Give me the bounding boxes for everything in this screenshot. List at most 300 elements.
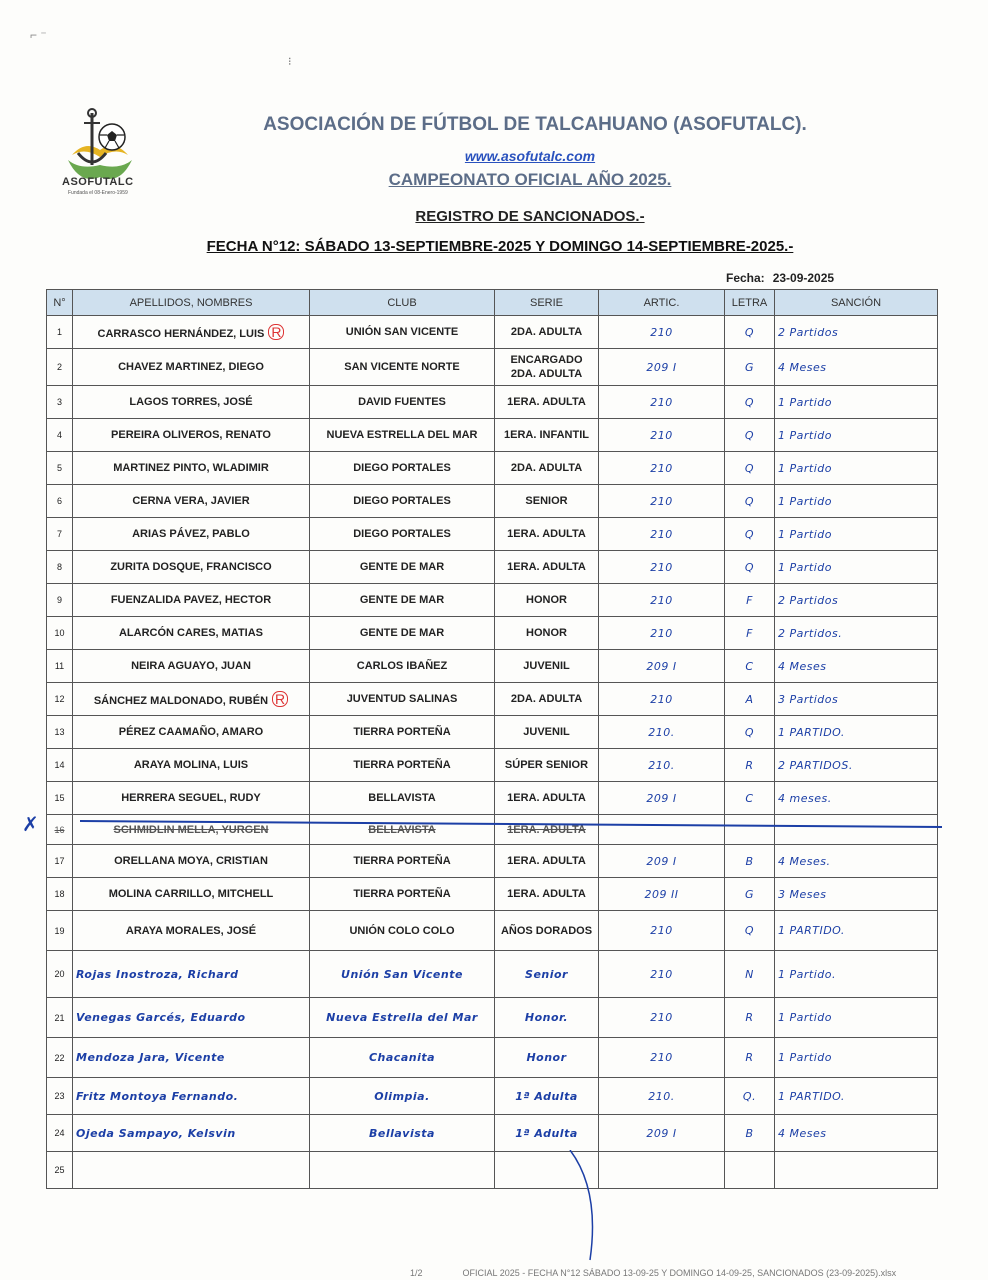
- player-name-text: PÉREZ CAAMAÑO, AMARO: [118, 726, 264, 738]
- header-name: APELLIDOS, NOMBRES: [73, 290, 310, 316]
- artic-value: [599, 683, 725, 716]
- serie-value: [495, 316, 599, 349]
- logo-text: ASOFUTALC: [62, 176, 134, 188]
- artic-value: [599, 845, 725, 878]
- player-name: [73, 951, 310, 998]
- row-number: [47, 551, 73, 584]
- table-row: [47, 845, 938, 878]
- artic-value: [599, 878, 725, 911]
- fecha-label: Fecha:: [726, 271, 765, 285]
- sancion-value-text: 1 Partido: [778, 428, 832, 442]
- letra-value-text: R: [745, 758, 754, 772]
- artic-value: [599, 1078, 725, 1115]
- artic-value-text: 209 II: [644, 887, 679, 901]
- row-number-text: 10: [54, 628, 65, 638]
- serie-value: [495, 911, 599, 951]
- player-name-text: ARIAS PÁVEZ, PABLO: [132, 528, 250, 540]
- table-row: [47, 452, 938, 485]
- player-name-text: ZURITA DOSQUE, FRANCISCO: [110, 561, 272, 573]
- sancion-value: [775, 485, 938, 518]
- letra-value: [725, 1078, 775, 1115]
- serie-value-text: JUVENIL: [523, 726, 570, 738]
- player-name: [73, 485, 310, 518]
- table-row: [47, 1152, 938, 1189]
- letra-value-text: A: [745, 692, 754, 706]
- row-number: [47, 316, 73, 349]
- serie-value: [495, 845, 599, 878]
- serie-value: [495, 782, 599, 815]
- artic-value: [599, 551, 725, 584]
- player-name-text: CHAVEZ MARTINEZ, DIEGO: [118, 361, 264, 373]
- letra-value-text: G: [744, 360, 755, 374]
- row-number-text: 23: [54, 1091, 65, 1101]
- letra-value-text: F: [746, 626, 753, 640]
- artic-value: [599, 386, 725, 419]
- player-name-text: CARRASCO HERNÁNDEZ, LUIS: [97, 328, 265, 340]
- page-number: 1/2: [410, 1268, 423, 1278]
- scan-artifact-dot: ⁝: [288, 56, 292, 68]
- serie-value: [495, 349, 599, 386]
- club-name-text: BELLAVISTA: [368, 823, 436, 836]
- player-name-text: HERRERA SEGUEL, RUDY: [121, 792, 261, 804]
- club-name-text: GENTE DE MAR: [359, 594, 445, 606]
- club-name-text: Bellavista: [369, 1126, 435, 1140]
- club-name-text: Chacanita: [368, 1051, 436, 1064]
- artic-value-text: 209 I: [646, 1126, 677, 1140]
- row-number: [47, 998, 73, 1038]
- letra-value-text: N: [745, 967, 754, 981]
- row-number-text: 2: [56, 362, 62, 372]
- sancion-value: [775, 1078, 938, 1115]
- player-name: [73, 911, 310, 951]
- row-number: [47, 452, 73, 485]
- club-name: [310, 386, 495, 419]
- artic-value-text: 210: [650, 395, 673, 409]
- table-row: [47, 1078, 938, 1115]
- reincidente-mark: R: [272, 691, 288, 707]
- artic-value: [599, 518, 725, 551]
- letra-value-text: C: [745, 659, 754, 673]
- subtitle: CAMPEONATO OFICIAL AÑO 2025.: [388, 170, 672, 189]
- row-number: [47, 1115, 73, 1152]
- letra-value-text: Q: [744, 325, 755, 339]
- letra-value: [725, 518, 775, 551]
- artic-value-text: 210: [650, 1011, 673, 1024]
- letra-value: [725, 782, 775, 815]
- table-header-row: [47, 290, 938, 316]
- player-name: [73, 998, 310, 1038]
- player-name-text: ARAYA MORALES, JOSÉ: [125, 924, 257, 937]
- row-number: [47, 584, 73, 617]
- player-name: [73, 878, 310, 911]
- pen-stroke: [560, 1150, 620, 1270]
- row-number: [47, 349, 73, 386]
- letra-value: [725, 951, 775, 998]
- row-number: [47, 650, 73, 683]
- row-number-text: 16: [54, 824, 65, 835]
- table-row: [47, 815, 938, 845]
- row-number-text: 20: [54, 969, 65, 979]
- sancion-value: [775, 452, 938, 485]
- table-body: [47, 316, 938, 1189]
- header-club: CLUB: [310, 290, 495, 316]
- table-row: [47, 349, 938, 386]
- website-link[interactable]: www.asofutalc.com: [464, 148, 596, 164]
- page-title: ASOCIACIÓN DE FÚTBOL DE TALCAHUANO (ASOFUTALC).: [263, 114, 807, 135]
- club-name: [310, 845, 495, 878]
- letra-value: [725, 419, 775, 452]
- letra-value: [725, 998, 775, 1038]
- sancion-value-text: 1 Partido: [778, 395, 832, 409]
- letra-value-text: F: [746, 593, 753, 607]
- sancion-value: [775, 650, 938, 683]
- row-number: [47, 716, 73, 749]
- club-name: [310, 316, 495, 349]
- artic-value: [599, 584, 725, 617]
- row-number: [47, 485, 73, 518]
- sancion-value-text: 3 Partidos: [778, 692, 839, 706]
- row-number-text: 7: [56, 529, 62, 539]
- club-name-text: GENTE DE MAR: [359, 627, 445, 639]
- club-name: [310, 998, 495, 1038]
- player-name: [73, 386, 310, 419]
- letra-value-text: C: [745, 791, 754, 805]
- club-name-text: BELLAVISTA: [368, 792, 436, 804]
- artic-value: [599, 485, 725, 518]
- artic-value: [599, 782, 725, 815]
- sancion-value-text: 4 Meses: [778, 659, 827, 673]
- table-row: [47, 1115, 938, 1152]
- sancion-value: [775, 911, 938, 951]
- serie-value-text: SÚPER SENIOR: [504, 759, 589, 771]
- serie-value: [495, 998, 599, 1038]
- serie-value: [495, 716, 599, 749]
- row-number-text: 6: [56, 496, 62, 506]
- artic-value: [599, 316, 725, 349]
- row-number: [47, 878, 73, 911]
- sancion-value-text: 2 Partidos: [778, 325, 839, 339]
- sancion-value-text: 1 Partido: [778, 560, 832, 574]
- sancion-value-text: 4 Meses.: [778, 854, 831, 868]
- table-row: [47, 584, 938, 617]
- fecha-date: [726, 271, 834, 285]
- sancion-value: [775, 349, 938, 386]
- scan-artifact: ⌐ ⁻: [30, 28, 47, 42]
- serie-value: [495, 951, 599, 998]
- letra-value: [725, 815, 775, 845]
- artic-value-text: 209 I: [646, 659, 677, 673]
- artic-value-text: 209 I: [646, 360, 677, 374]
- player-name: [73, 1152, 310, 1189]
- sancion-value-text: 3 Meses: [778, 887, 827, 901]
- row-number-text: 8: [56, 562, 62, 572]
- file-name: OFICIAL 2025 - FECHA N°12 SÁBADO 13-09-25 Y DOMINGO 14-09-25, SANCIONADOS (23-09-2025).xlsx: [462, 1268, 897, 1278]
- serie-value: [495, 485, 599, 518]
- player-name-text: NEIRA AGUAYO, JUAN: [131, 660, 251, 672]
- club-name: [310, 518, 495, 551]
- letra-value-text: Q: [744, 527, 755, 541]
- sancion-value: [775, 386, 938, 419]
- artic-value: [599, 349, 725, 386]
- letra-value: [725, 349, 775, 386]
- row-number-text: 25: [54, 1165, 65, 1175]
- serie-value-text: 1ERA. ADULTA: [507, 855, 586, 867]
- player-name-text: ARAYA MOLINA, LUIS: [133, 759, 249, 771]
- player-name: [73, 1115, 310, 1152]
- artic-value-text: 210: [650, 428, 673, 442]
- player-name: [73, 1038, 310, 1078]
- club-name-text: Nueva Estrella del Mar: [326, 1011, 478, 1024]
- club-name: [310, 1115, 495, 1152]
- row-number-text: 17: [54, 856, 65, 866]
- club-name: [310, 452, 495, 485]
- serie-value-text: JUVENIL: [523, 660, 570, 672]
- artic-value-text: 210: [650, 593, 673, 607]
- letra-value-text: Q: [744, 428, 755, 442]
- club-name-text: DIEGO PORTALES: [353, 462, 451, 474]
- serie-value-text: Senior: [525, 967, 568, 981]
- player-name-text: FUENZALIDA PAVEZ, HECTOR: [110, 594, 272, 606]
- club-name-text: SAN VICENTE NORTE: [344, 361, 460, 373]
- artic-value-text: 210: [650, 924, 673, 937]
- serie-value: [495, 1115, 599, 1152]
- club-name-text: NUEVA ESTRELLA DEL MAR: [326, 429, 478, 441]
- row-number: [47, 1078, 73, 1115]
- serie-value: [495, 551, 599, 584]
- artic-value-text: 210: [650, 967, 673, 981]
- serie-value: [495, 584, 599, 617]
- letra-value: [725, 316, 775, 349]
- sancion-value-text: 2 PARTIDOS.: [778, 758, 853, 772]
- serie-value-text: 1ERA. ADULTA: [507, 888, 586, 900]
- club-name: [310, 419, 495, 452]
- sancion-value-text: 2 Partidos: [778, 593, 839, 607]
- letra-value-text: Q: [744, 395, 755, 409]
- club-name-text: GENTE DE MAR: [359, 561, 445, 573]
- serie-value: [495, 815, 599, 845]
- row-number: [47, 1152, 73, 1189]
- sancion-value: [775, 419, 938, 452]
- sancion-value: [775, 782, 938, 815]
- artic-value: [599, 951, 725, 998]
- sancion-value-text: 1 Partido: [778, 494, 832, 508]
- serie-value: [495, 419, 599, 452]
- club-name: [310, 815, 495, 845]
- club-name-text: JUVENTUD SALINAS: [346, 693, 458, 705]
- table-row: [47, 617, 938, 650]
- serie-value: [495, 386, 599, 419]
- serie-value-text: ENCARGADO 2DA. ADULTA: [510, 354, 583, 380]
- sancion-value: [775, 815, 938, 845]
- player-name-text: PEREIRA OLIVEROS, RENATO: [111, 429, 271, 441]
- player-name-text: SCHMIDLIN MELLA, YURGEN: [113, 823, 269, 836]
- club-name-text: Olimpia.: [374, 1089, 430, 1103]
- letra-value: [725, 1038, 775, 1078]
- player-name: [73, 617, 310, 650]
- fecha-value: 23-09-2025: [772, 271, 835, 285]
- letra-value: [725, 911, 775, 951]
- sancion-value: [775, 551, 938, 584]
- artic-value-text: 210: [650, 325, 673, 339]
- serie-value-text: SENIOR: [525, 495, 568, 507]
- header-letra: LETRA: [725, 290, 775, 316]
- sancion-value-text: 1 Partido.: [778, 967, 836, 981]
- row-number-text: 1: [56, 327, 62, 337]
- serie-value-text: 2DA. ADULTA: [510, 693, 583, 705]
- cross-mark-icon: ✗: [22, 812, 39, 836]
- artic-value: [599, 1115, 725, 1152]
- serie-value-text: 2DA. ADULTA: [510, 462, 583, 474]
- club-name-text: TIERRA PORTEÑA: [353, 759, 451, 771]
- table-row: [47, 998, 938, 1038]
- letra-value: [725, 878, 775, 911]
- club-name: [310, 683, 495, 716]
- row-number-text: 13: [54, 727, 65, 737]
- header-artic: ARTIC.: [599, 290, 725, 316]
- artic-value-text: 210: [650, 494, 673, 508]
- serie-value: [495, 683, 599, 716]
- letra-value-text: R: [745, 1011, 754, 1024]
- letra-value: [725, 749, 775, 782]
- player-name: [73, 419, 310, 452]
- artic-value: [599, 419, 725, 452]
- table-row: [47, 551, 938, 584]
- artic-value-text: 210: [650, 1051, 673, 1064]
- club-name: [310, 782, 495, 815]
- player-name: [73, 1078, 310, 1115]
- player-name-text: LAGOS TORRES, JOSÉ: [129, 396, 253, 408]
- header-sancion: SANCIÓN: [775, 290, 938, 316]
- sancion-value-text: 2 Partidos.: [778, 626, 843, 640]
- artic-value: [599, 1038, 725, 1078]
- letra-value: [725, 584, 775, 617]
- registro-heading: REGISTRO DE SANCIONADOS.-: [415, 208, 645, 225]
- artic-value: [599, 452, 725, 485]
- club-name-text: DIEGO PORTALES: [353, 495, 451, 507]
- sancion-value-text: 4 Meses: [778, 1126, 827, 1140]
- sancion-value: [775, 518, 938, 551]
- artic-value-text: 210: [650, 692, 673, 706]
- serie-value-text: 1ERA. ADULTA: [507, 396, 586, 408]
- letra-value-text: G: [744, 887, 755, 901]
- table-row: [47, 518, 938, 551]
- sancion-value: [775, 1115, 938, 1152]
- letra-value-text: Q: [744, 461, 755, 475]
- letra-value: [725, 845, 775, 878]
- row-number: [47, 419, 73, 452]
- player-name: [73, 650, 310, 683]
- serie-value-text: 2DA. ADULTA: [510, 326, 583, 338]
- serie-value-text: AÑOS DORADOS: [500, 924, 593, 937]
- artic-value-text: 210: [650, 560, 673, 574]
- letra-value: [725, 617, 775, 650]
- page-footer: [410, 1268, 980, 1278]
- row-number-text: 14: [54, 760, 65, 770]
- club-name-text: TIERRA PORTEÑA: [353, 726, 451, 738]
- letra-value: [725, 650, 775, 683]
- serie-value-text: 1ERA. INFANTIL: [504, 429, 589, 441]
- club-name: [310, 749, 495, 782]
- sanctions-table: [46, 289, 938, 1189]
- row-number-text: 18: [54, 889, 65, 899]
- club-name: [310, 551, 495, 584]
- row-number: [47, 815, 73, 845]
- sancion-value: [775, 998, 938, 1038]
- player-name-text: SÁNCHEZ MALDONADO, RUBÉN: [93, 695, 269, 707]
- table-row: [47, 316, 938, 349]
- header-num: N°: [47, 290, 73, 316]
- serie-value-text: 1ª Adulta: [515, 1126, 578, 1140]
- player-name: [73, 749, 310, 782]
- club-name-text: TIERRA PORTEÑA: [353, 888, 451, 900]
- serie-value: [495, 749, 599, 782]
- sancion-value-text: 4 meses.: [778, 791, 832, 805]
- club-name: [310, 1038, 495, 1078]
- artic-value-text: 210.: [648, 1089, 675, 1103]
- sancion-value: [775, 316, 938, 349]
- sancion-value: [775, 845, 938, 878]
- table-row: [47, 485, 938, 518]
- letra-value-text: R: [745, 1051, 754, 1064]
- serie-value-text: 1ERA. ADULTA: [507, 528, 586, 540]
- table-row: [47, 716, 938, 749]
- row-number-text: 24: [54, 1128, 65, 1138]
- row-number-text: 9: [56, 595, 62, 605]
- letra-value-text: Q: [744, 725, 755, 739]
- table-row: [47, 683, 938, 716]
- sancion-value-text: 1 Partido: [778, 1051, 832, 1064]
- player-name: [73, 683, 310, 716]
- artic-value-text: 210.: [648, 725, 675, 739]
- letra-value: [725, 386, 775, 419]
- letra-value-text: Q: [744, 560, 755, 574]
- club-name: [310, 584, 495, 617]
- player-name: [73, 716, 310, 749]
- sancion-value: [775, 683, 938, 716]
- row-number-text: 19: [54, 925, 65, 936]
- letra-value: [725, 1152, 775, 1189]
- club-name: [310, 1078, 495, 1115]
- letra-value: [725, 452, 775, 485]
- player-name-text: MARTINEZ PINTO, WLADIMIR: [113, 462, 269, 474]
- serie-value: [495, 1078, 599, 1115]
- table-row: [47, 749, 938, 782]
- club-name: [310, 911, 495, 951]
- row-number: [47, 386, 73, 419]
- serie-value-text: HONOR: [526, 594, 567, 606]
- player-name-text: Rojas Inostroza, Richard: [76, 967, 239, 981]
- player-name: [73, 518, 310, 551]
- club-name-text: TIERRA PORTEÑA: [353, 855, 451, 867]
- player-name: [73, 349, 310, 386]
- club-name: [310, 951, 495, 998]
- sancion-value-text: 1 Partido: [778, 461, 832, 475]
- sancion-value-text: 4 Meses: [778, 360, 827, 374]
- row-number: [47, 518, 73, 551]
- club-name-text: DAVID FUENTES: [358, 396, 446, 408]
- row-number: [47, 951, 73, 998]
- header-serie: SERIE: [495, 290, 599, 316]
- row-number: [47, 617, 73, 650]
- player-name-text: Ojeda Sampayo, Kelsvin: [76, 1126, 236, 1140]
- serie-value-text: 1ERA. ADULTA: [507, 561, 586, 573]
- serie-value-text: 1ERA. ADULTA: [507, 823, 586, 836]
- artic-value: [599, 815, 725, 845]
- table-row: [47, 419, 938, 452]
- sancion-value-text: 1 PARTIDO.: [778, 725, 845, 739]
- row-number-text: 12: [54, 694, 65, 704]
- sancion-value-text: 1 Partido: [778, 1011, 832, 1024]
